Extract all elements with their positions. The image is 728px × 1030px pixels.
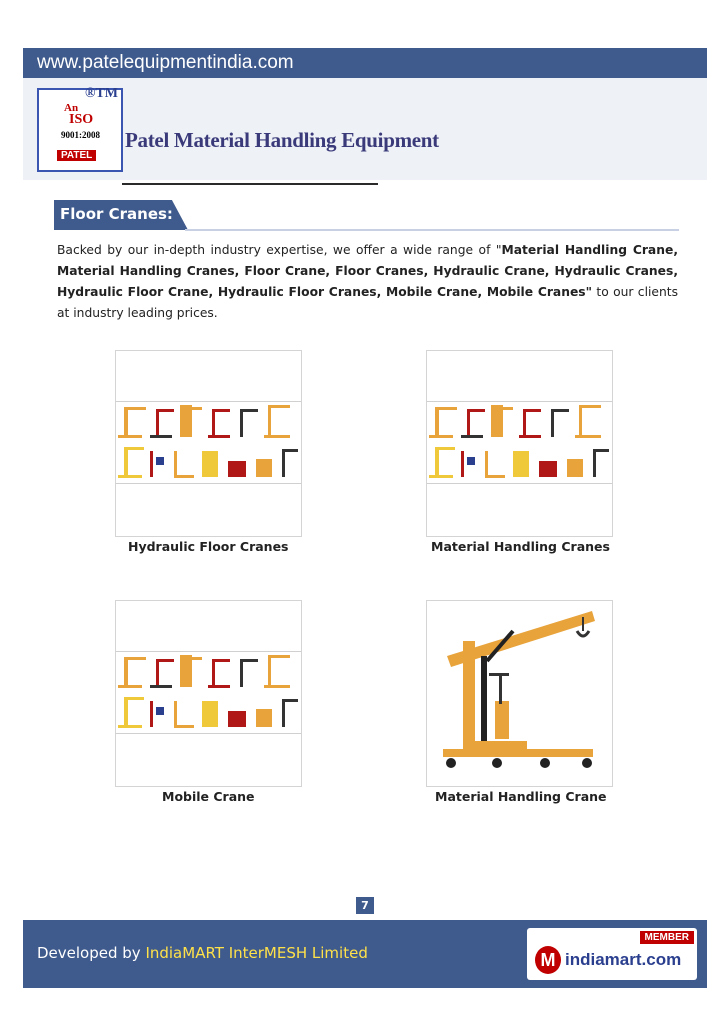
product-card[interactable] bbox=[115, 600, 302, 787]
member-label: MEMBER bbox=[640, 931, 694, 944]
intro-bold: Material Handling Crane, Material Handling Cranes, Floor Crane, Floor Cranes, Hydraulic Crane, Hydraulic Cranes, Hydraulic Floor Crane, Hydraulic Floor Cranes, Mobile Crane, Mobile Cranes" bbox=[57, 243, 678, 299]
crane-collage-icon bbox=[118, 655, 298, 728]
company-logo bbox=[37, 88, 123, 172]
badge-name: indiamart.com bbox=[565, 950, 682, 969]
section-title: Floor Cranes: bbox=[60, 205, 173, 223]
intro-paragraph bbox=[57, 240, 678, 324]
product-image bbox=[427, 601, 612, 786]
product-caption[interactable]: Material Handling Cranes bbox=[431, 539, 610, 554]
header-divider bbox=[122, 183, 378, 185]
logo-line3: 9001:2008 bbox=[61, 130, 100, 140]
logo-brand: PATEL bbox=[57, 150, 96, 161]
card-divider bbox=[116, 733, 301, 734]
page-number: 7 bbox=[356, 897, 374, 914]
intro-suffix: to our clients at industry leading prices. bbox=[57, 285, 678, 320]
floor-crane-icon bbox=[443, 611, 595, 768]
product-caption[interactable]: Mobile Crane bbox=[162, 789, 255, 804]
section-underline bbox=[185, 229, 679, 231]
product-card[interactable] bbox=[426, 600, 613, 787]
logo-line1: An bbox=[64, 102, 79, 114]
card-divider bbox=[427, 401, 612, 402]
crane-collage-icon bbox=[429, 405, 609, 478]
product-card[interactable] bbox=[426, 350, 613, 537]
footer-prefix: Developed by bbox=[37, 944, 146, 962]
product-card[interactable] bbox=[115, 350, 302, 537]
logo-line2: ISO bbox=[69, 112, 94, 127]
intro-prefix: Backed by our in-depth industry expertise, we offer a wide range of " bbox=[57, 243, 502, 257]
product-image bbox=[116, 653, 301, 733]
indiamart-logo-icon: M bbox=[535, 946, 561, 974]
card-divider bbox=[116, 401, 301, 402]
card-divider bbox=[427, 483, 612, 484]
product-image bbox=[427, 403, 612, 483]
company-name: Patel Material Handling Equipment bbox=[125, 128, 439, 152]
product-caption[interactable]: Material Handling Crane bbox=[435, 789, 607, 804]
site-url[interactable]: www.patelequipmentindia.com bbox=[37, 52, 294, 73]
logo-mark: ®TM bbox=[85, 86, 119, 101]
product-caption[interactable]: Hydraulic Floor Cranes bbox=[128, 539, 289, 554]
card-divider bbox=[116, 483, 301, 484]
crane-collage-icon bbox=[118, 405, 298, 478]
indiamart-member-badge[interactable] bbox=[527, 928, 697, 980]
product-image bbox=[116, 403, 301, 483]
footer-credit bbox=[37, 944, 368, 962]
developer-link[interactable]: IndiaMART InterMESH Limited bbox=[145, 944, 368, 962]
card-divider bbox=[116, 651, 301, 652]
